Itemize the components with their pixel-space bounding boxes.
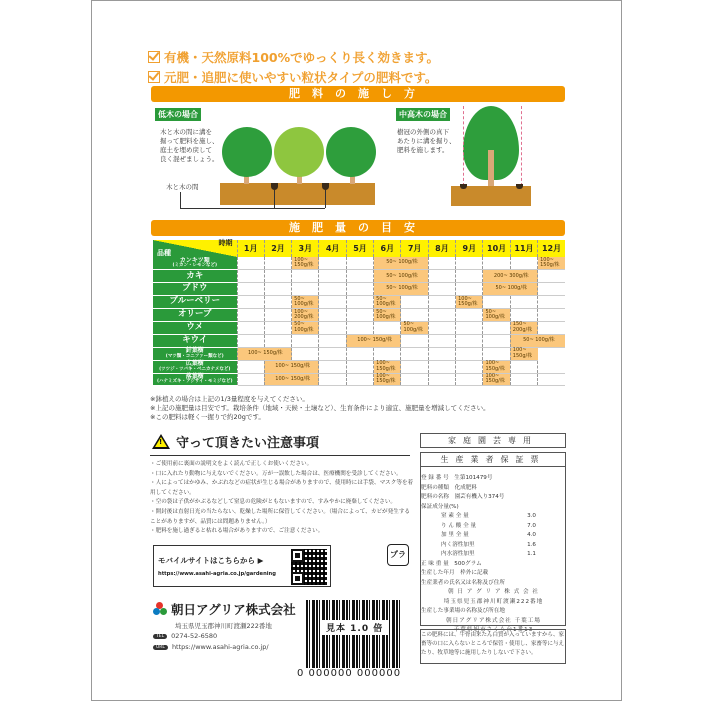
- warning-item: ・ ご使用前に裏面の説明文をよく読んで正しくお使いください。: [150, 460, 415, 470]
- empty-cell: [346, 270, 373, 283]
- amount-cell: 100~ 150g/株: [346, 334, 401, 347]
- month-header: 12月: [538, 240, 565, 257]
- mobile-site-url[interactable]: https://www.asahi-agria.co.jp/gardening: [158, 571, 276, 577]
- empty-cell: [319, 334, 346, 347]
- amount-cell: 150~ 200g/株: [510, 321, 537, 334]
- empty-cell: [292, 334, 319, 347]
- amount-cell: 100~ 150g/株: [374, 373, 401, 386]
- empty-cell: [401, 334, 428, 347]
- empty-cell: [319, 257, 346, 270]
- empty-cell: [510, 296, 537, 309]
- empty-cell: [456, 321, 483, 334]
- warning-item: ・ 開封後は直射日光の当たらない、乾燥した場所に保管してください。（場合によって、カビが発生することがありますが、品質には問題ありません。）: [150, 508, 415, 527]
- month-header: 1月: [237, 240, 264, 257]
- variety-name: カキ: [153, 270, 237, 283]
- table-row: [153, 373, 565, 386]
- empty-cell: [292, 270, 319, 283]
- empty-cell: [264, 309, 291, 322]
- empty-cell: [538, 373, 565, 386]
- plastic-recycle-icon: プラ: [387, 544, 409, 566]
- empty-cell: [401, 373, 428, 386]
- table-row: [153, 360, 565, 373]
- company-tel: TEL 0274-52-6580: [153, 632, 217, 640]
- warnings-title: ! 守って頂きたい注意事項: [152, 432, 319, 451]
- table-row: [153, 321, 565, 334]
- variety-name: オリーブ: [153, 309, 237, 322]
- empty-cell: [401, 347, 428, 360]
- amount-cell: 100~ 150g/株: [237, 347, 292, 360]
- empty-cell: [538, 296, 565, 309]
- empty-cell: [510, 373, 537, 386]
- empty-cell: [237, 309, 264, 322]
- empty-cell: [428, 347, 455, 360]
- amount-cell: 50~ 100g/株: [483, 283, 538, 296]
- empty-cell: [510, 257, 537, 270]
- empty-cell: [428, 373, 455, 386]
- empty-cell: [292, 283, 319, 296]
- empty-cell: [483, 334, 510, 347]
- empty-cell: [319, 309, 346, 322]
- amount-cell: 50~ 100g/株: [374, 296, 401, 309]
- amount-cell: 50~ 100g/株: [374, 257, 429, 270]
- warnings-list: [150, 460, 415, 537]
- amount-cell: 50~ 100g/株: [483, 309, 510, 322]
- tall-tree-tag: 中高木の場合: [396, 108, 450, 121]
- empty-cell: [319, 373, 346, 386]
- variety-name: カンキツ類 (ミカン・レモンなど): [153, 257, 237, 270]
- amount-cell: 200~ 300g/株: [483, 270, 538, 283]
- month-header: 10月: [483, 240, 510, 257]
- variety-name: ウメ: [153, 321, 237, 334]
- table-row: [153, 347, 565, 360]
- month-header: 11月: [510, 240, 537, 257]
- amount-cell: 100~ 150g/株: [374, 360, 401, 373]
- amount-cell: 50~ 100g/株: [292, 296, 319, 309]
- feature-line-2: [148, 68, 437, 86]
- barcode-number: 0 000000 000000: [297, 668, 402, 679]
- warning-item: ・ 空の袋は子供がかぶるなどして窒息の危険がともないますので、すみやかに廃棄してください。: [150, 498, 415, 508]
- empty-cell: [346, 321, 373, 334]
- empty-cell: [401, 296, 428, 309]
- month-header: 6月: [374, 240, 401, 257]
- empty-cell: [346, 309, 373, 322]
- empty-cell: [428, 360, 455, 373]
- empty-cell: [456, 360, 483, 373]
- feature-text: 元肥・追肥に使いやすい粒状タイプの肥料です。: [164, 70, 438, 85]
- empty-cell: [237, 270, 264, 283]
- amount-cell: 100~ 150g/株: [264, 373, 319, 386]
- amount-cell: 50~ 100g/株: [374, 270, 429, 283]
- empty-cell: [483, 321, 510, 334]
- empty-cell: [319, 296, 346, 309]
- company-name: 朝日アグリア株式会社: [171, 602, 296, 617]
- empty-cell: [319, 360, 346, 373]
- barcode: [306, 600, 402, 670]
- empty-cell: [264, 321, 291, 334]
- empty-cell: [346, 347, 373, 360]
- table-row: [153, 257, 565, 270]
- warning-item: ・ 口に入れたり動物に与えないでください。万が一誤飲した場合は、医療機関を受診してください。: [150, 470, 415, 480]
- feature-line-1: [148, 48, 439, 66]
- empty-cell: [428, 257, 455, 270]
- empty-cell: [319, 270, 346, 283]
- amount-cell: 100~ 150g/株: [264, 360, 319, 373]
- warning-item: ・ 肥料を施し過ぎると枯れる場合がありますので、ご注意ください。: [150, 527, 415, 537]
- empty-cell: [374, 347, 401, 360]
- empty-cell: [346, 296, 373, 309]
- amount-cell: 50~ 100g/株: [292, 321, 319, 334]
- empty-cell: [319, 321, 346, 334]
- mobile-site-box[interactable]: [153, 545, 331, 587]
- empty-cell: [428, 296, 455, 309]
- month-header: 2月: [264, 240, 291, 257]
- empty-cell: [319, 283, 346, 296]
- empty-cell: [538, 283, 565, 296]
- empty-cell: [374, 321, 401, 334]
- empty-cell: [456, 283, 483, 296]
- month-header: 3月: [292, 240, 319, 257]
- variety-name: 広葉樹 (ツツジ・ツバキ・ベニカナメなど): [153, 360, 237, 373]
- tel-badge: TEL: [153, 634, 167, 639]
- empty-cell: [428, 309, 455, 322]
- empty-cell: [483, 347, 510, 360]
- empty-cell: [538, 360, 565, 373]
- variety-name: ブルーベリー: [153, 296, 237, 309]
- amount-cell: 100~ 150g/株: [483, 360, 510, 373]
- checkbox-icon: [148, 51, 160, 63]
- amount-cell: 50~ 100g/株: [510, 334, 565, 347]
- empty-cell: [237, 296, 264, 309]
- empty-cell: [237, 257, 264, 270]
- variety-name: キウイ: [153, 334, 237, 347]
- empty-cell: [456, 347, 483, 360]
- empty-cell: [264, 283, 291, 296]
- feature-text: 有機・天然原料100%でゆっくり長く効きます。: [164, 50, 439, 65]
- empty-cell: [456, 334, 483, 347]
- empty-cell: [264, 257, 291, 270]
- amount-cell: 100~ 150g/株: [292, 257, 319, 270]
- table-row: [153, 334, 565, 347]
- empty-cell: [237, 283, 264, 296]
- amount-cell: 100~ 150g/株: [538, 257, 565, 270]
- mobile-site-label: モバイルサイトはこちらから ▶: [158, 556, 264, 565]
- company-logo: [153, 600, 296, 618]
- empty-cell: [346, 283, 373, 296]
- table-corner-header: 時期 品種: [153, 240, 237, 257]
- month-header: 8月: [428, 240, 455, 257]
- amount-cell: 100~ 150g/株: [483, 373, 510, 386]
- variety-name: ブドウ: [153, 283, 237, 296]
- empty-cell: [292, 347, 319, 360]
- qr-code-icon[interactable]: [291, 549, 327, 585]
- amount-cell: 50~ 100g/株: [374, 283, 429, 296]
- month-header: 7月: [401, 240, 428, 257]
- section-title-amount: 施肥量の目安: [151, 220, 565, 236]
- checkbox-icon: [148, 71, 160, 83]
- barcode-sample-label: 見本 1.0 倍: [320, 620, 389, 635]
- empty-cell: [428, 334, 455, 347]
- low-tree-tag: 低木の場合: [155, 108, 201, 121]
- empty-cell: [319, 347, 346, 360]
- empty-cell: [401, 360, 428, 373]
- between-trees-label: 木と木の間: [166, 183, 199, 191]
- divider: [150, 455, 410, 456]
- empty-cell: [538, 270, 565, 283]
- empty-cell: [237, 373, 264, 386]
- url-badge: URL: [153, 645, 168, 650]
- empty-cell: [483, 296, 510, 309]
- empty-cell: [510, 309, 537, 322]
- company-logo-icon: [153, 602, 167, 616]
- empty-cell: [428, 321, 455, 334]
- amount-cell: 50~ 100g/株: [401, 321, 428, 334]
- warning-triangle-icon: !: [152, 434, 170, 449]
- caution-text: この肥料には、牛骨由来たん白質が入っていますから、家畜等の口に入らないところで保管・使用し、家畜等に与えたり、牧草地等に施用したりしないで下さい。: [421, 632, 565, 656]
- low-tree-desc: 木と木の間に溝を 掘って肥料を施し、 庭土を埋め戻して 良く混ぜましょう。: [160, 128, 219, 163]
- guarantee-spec: 登 録 番 号 生第101479号 肥料の種類 化成肥料 肥料の名称 園芸有機入り374号 保証成分量(%) 窒 素 全 量 3.0 り ん 酸 全 量 7.0 加 里 全 量 4.0 内く溶性加里 1.6 内水溶性加里 1.1 正 味 重 量 500グラム 生産した年月 枠外に記載 生産業者の氏名又は名称及び住所 朝 日 ア グ リ ア 株 式 会 社 埼玉県児玉郡神川町渡瀬222番地 生産した事業場の名称及び所在地 朝日アグリア株式会社 千葉工場 千葉県旭市さくら台1番13: [421, 475, 544, 633]
- empty-cell: [264, 334, 291, 347]
- empty-cell: [456, 309, 483, 322]
- empty-cell: [510, 360, 537, 373]
- empty-cell: [237, 334, 264, 347]
- table-row: [153, 270, 565, 283]
- empty-cell: [346, 360, 373, 373]
- month-header: 4月: [319, 240, 346, 257]
- empty-cell: [456, 257, 483, 270]
- empty-cell: [346, 257, 373, 270]
- table-row: [153, 283, 565, 296]
- table-header-row: [153, 240, 565, 257]
- empty-cell: [237, 360, 264, 373]
- month-header: 9月: [456, 240, 483, 257]
- amount-notes: ※鉢植えの場合は上記の1/3量程度を与えてください。 ※上記の施肥量は目安です。栽培条件（地域・天候・土壌など）、生育条件により適宜、施肥量を増減してください。 ※この肥料は軽く一握りで約20gです。: [150, 395, 490, 421]
- empty-cell: [264, 270, 291, 283]
- empty-cell: [401, 309, 428, 322]
- guarantee-title: 生産業者保証票: [421, 453, 565, 467]
- table-row: [153, 309, 565, 322]
- fertilizer-schedule-table: [153, 240, 565, 386]
- company-address: 埼玉県児玉郡神川町渡瀬222番地: [175, 622, 272, 630]
- empty-cell: [456, 270, 483, 283]
- empty-cell: [346, 373, 373, 386]
- variety-name: 落葉樹 (ハナミズキ・アジサイ・モミジなど): [153, 373, 237, 386]
- empty-cell: [264, 296, 291, 309]
- empty-cell: [538, 309, 565, 322]
- amount-cell: 100~ 150g/株: [456, 296, 483, 309]
- home-use-box: 家庭園芸専用: [420, 433, 566, 448]
- section-title-how-to: 肥料の施し方: [151, 86, 565, 102]
- empty-cell: [428, 270, 455, 283]
- variety-name: 針葉樹 (マツ類・コニファー類など): [153, 347, 237, 360]
- month-header: 5月: [346, 240, 373, 257]
- amount-cell: 100~ 200g/株: [292, 309, 319, 322]
- company-url[interactable]: URL https://www.asahi-agria.co.jp/: [153, 643, 269, 651]
- empty-cell: [237, 321, 264, 334]
- empty-cell: [483, 257, 510, 270]
- empty-cell: [428, 283, 455, 296]
- table-row: [153, 296, 565, 309]
- amount-cell: 100~ 150g/株: [510, 347, 537, 360]
- warning-item: ・ 人によってはかゆみ、かぶれなどの症状が生じる場合がありますので、使用時には手袋、マスク等を着用してください。: [150, 479, 415, 498]
- tall-tree-desc: 樹冠の外側の真下 あたりに溝を掘り、 肥料を施します。: [397, 128, 456, 154]
- empty-cell: [456, 373, 483, 386]
- empty-cell: [538, 321, 565, 334]
- amount-cell: 50~ 100g/株: [374, 309, 401, 322]
